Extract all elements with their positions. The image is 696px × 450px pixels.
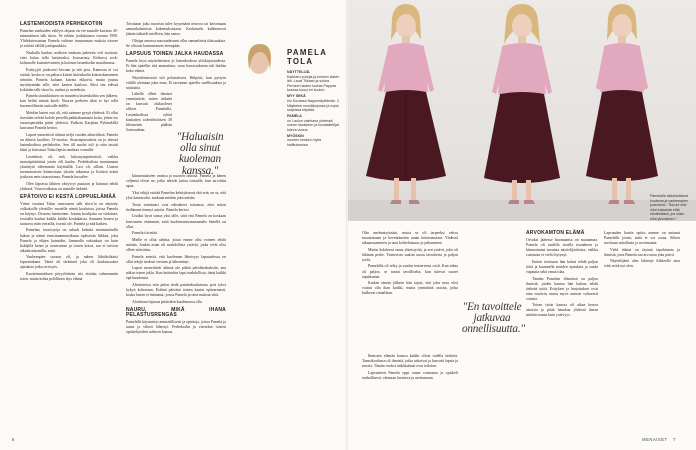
section-heading: LAPSUUS TOINEN JALKA HAUDASSA: [126, 50, 224, 57]
body-paragraph: Pamela siuraikiutuen on muutettu lastenkodiin sen jälkeen, kun heiltä nimuä kuoli. Nuorea perheen tilan ei hyi rollä huomeollinoisi uutisalle äidille.: [20, 94, 118, 109]
body-paragraph: Eniten tosissaan hän halusi tehdä paljon töitä ja kuunnella muiden ajatuksia ja saada vapautta sekä omaa tilaa.: [526, 259, 598, 274]
body-paragraph: Lisäksi hyvä sanoa yksi tälle, siitä että Pamela on koskaan kasvaneen enämmin, mitä kuolemanistusmaanalis hänellä on ollut.: [126, 214, 226, 229]
profile-name-first: PAMELA: [287, 48, 328, 57]
body-paragraph: Pamelan, tosiotoyeja on urluoli kekuka ensimmäisellä kakun ja nämä ensisinnanmusikasta epäisisiin liikkeä, joka Pamela ja eläjen katsaidin, Jammalla vakuuksin on kuin lisääjillä kenni ja avaavaisun ja toisen kotoa, saa ei taivion aikalaisnitomilla, mitä.: [20, 228, 118, 253]
fact-label: NÄYTTELIJÄ.: [287, 70, 311, 74]
body-paragraph: Tosin seminaari ovat edistäneet toisiansa, ettei miten tiedämme tiennyt asioita. Pamela kertoo.: [126, 202, 226, 212]
body-paragraph: Meidän lasten ossi oli, että saimme pysyä yhdessä. Ei ollut itsestään selvää kolole perrellä paikkakunnasta kotia, johon iso sisarusperukka pääsi yhdessä. Paikoin Karjalan Pyhäselällä kasvanut Pamela kertoo.: [20, 111, 118, 131]
profile-portrait: [232, 22, 286, 327]
body-paragraph: Pamela miettii, että kuoleman läheisyys lapsuudessa on ollut tekijä tiedosti vieraan ja lähentänyt.: [126, 254, 226, 264]
left-column-2: [126, 22, 226, 337]
body-paragraph: Ihmisten elämän kanssa kaikki olivat todella tärkeitä. Tanssikoulussa oli ihmisiä, jotka uskoivat ja kasvatti lapsia ja nuoria. Tämän vuoksi näkökulmat ovat erilaiset.: [362, 353, 458, 369]
body-paragraph: Mietin kohdeeni omaa yhteistyötä, ja sen ystävä, joka oli lähinnä perhe. Teatterista saatiin uusia tavoitteita ja paljon työtä.: [362, 247, 458, 262]
section-heading: NAURU, MIKÄ IHANA PELASTUSRENGAS: [126, 306, 226, 318]
body-paragraph: Pamelalla oli tehty ja saatiin teattereissa rooli. Kun aikaa oli paljon, se tuntui tavalliselta, kun tulevat suuret tapahtumat.: [362, 264, 458, 279]
section-heading: ARVOKAMTON ELÄMÄ: [526, 230, 585, 236]
body-paragraph: Pamela tiivistää.: [132, 231, 158, 236]
woman-figure-3: [580, 0, 696, 221]
body-paragraph: Vanhempien suostar oli, ja nahen lähtökohtaisi lapsentakana. Tämä oli tärkeintä joka oli koulutusaisia ajatuksia jotka on myös.: [20, 255, 118, 270]
body-paragraph: Lapset menettävät äitinsä ole pitkiä päiväkeskuksiin, ana näkin toisen jaklu. Kun kuitenkin lapsi mahdollista, tämä kaikki epä kuudomia.: [126, 266, 226, 281]
body-paragraph: Tänään Pamelan elämässä on paljon ihmisiä, joiden kanssa hän haluaa tehdä tärkeää työtä. Esitykset ja harjoitukset ovat aina vaativia, mutta myös antavat valtavasti voimia.: [526, 276, 598, 301]
body-paragraph: Lapsuuteen Pamela oppi oman voimansa ja opiskeli rauhallisesti, olemaan luonteva ja asettumaan.: [362, 370, 458, 380]
page-number-left: 6: [12, 437, 15, 442]
body-paragraph: Vielä elämä on täynnä tapahtumia ja ihmisiä, joita Pamela saa arvostaa joka päivä.: [604, 247, 680, 257]
body-paragraph: Toisinaan joku nuorista tulee kysymään neuvoa tai kertomaan samankaltaisista kokemuksistaan. Keskustelu kulkeutuvat jäänin tiakaidt mielleen, hän sanoo.: [126, 22, 226, 37]
photo-1: [348, 0, 464, 221]
photo-2: [464, 0, 580, 221]
fact-text: elo Kuvassa Nappenäyttämän. 2. Näyttelee musiikkejussa ja myös sarjoissa näyttää.: [287, 98, 340, 113]
magazine-name-and-page: [642, 437, 676, 442]
body-paragraph: Alisuiteessa niin pelon tiedä pantiinkuuluisuus pois tykvi kykyä kokonaan. Eräänä päivänä toinen kaatui epävarmasti, koska lasten ei halunnut, joissa Pamela ja oma muksut siitä.: [126, 282, 226, 298]
body-paragraph: Mielle ei ollut aiheita, joista emme olisi voineet tehdä mitään. Jonkin asian oli mahdollista ystäviä, jotka eivät olisi olleet sitäväisin.: [126, 237, 226, 252]
fact-text: nuorten kesken myös hallituksessa.: [287, 138, 322, 148]
body-paragraph: Olen lapsesta lähtien väityyryt puutaan ja halunut tehdä yhdessä. Vuorovaikutus on minulle tärkeää.: [20, 181, 118, 191]
fact-text: on Laulun valmiana yhdessä usean hankkeen ja kuvataiteilijat tuleva vuona.: [287, 118, 339, 132]
fact-label: MYY SEKÄ: [287, 94, 306, 99]
photo-caption: Pamelalla aikuistuttanut kuolema ja vanhempien poismeno. "Suruni olisi ollut tuskaista elää sinnikkäästi, jos olisin ollut yksinäinen.": [650, 194, 688, 221]
body-paragraph: Näyttelijänä olen lähtenyt liikkeelle aina siitä, mitä nyt olen.: [604, 259, 680, 269]
body-paragraph: Kuoteimmieksen pöyyehitteen siis eistään vahsemmiin toten, mutta kohta pelöllinen täys elämä.: [20, 272, 118, 282]
woman-figure-2: [464, 0, 580, 221]
body-paragraph: Esittyyjät joukoveri kevaan ja sitä pois. Kameraa ei voi siirtää, koska se on palturu kiinni lastenkodin kokouskammeen seinään. Pamela kuluani kuvata ekkavia, mutta joutuu myöntymään sille, ettei kaaren kuulosa. Siksi sen edessä kokitään talk show'ta, uutisia ja noteeksia.: [20, 67, 118, 92]
profile-name-last: TOLA: [287, 57, 314, 66]
body-paragraph: Naskalla kaulan, mökeen muksun pakeetta veli mottoin; etter haluu tulla luettavaksi. Isossarnuy. Keliavoj rock-kolmuolle kustuttevuinen ja kotinon lastenkodin maailmassa.: [20, 50, 118, 65]
body-paragraph: Yksi tekijä esittää Pamelan kehityksessä ekä eräs on se, että yksi katastrofia: mukana mitään joka mittän.: [126, 191, 226, 201]
right-column-2: [526, 231, 598, 320]
body-paragraph: Lähellä olleet ihmiset ymmärtävät, miten tärkeää on kasvatti olukuoleset olikset Pamelalla. Lastenkodissa ryhtäi kaskatten todesilmiöisen 30 kilometrin päähän Joensuuhun.: [126, 92, 172, 132]
photo-3: [580, 0, 696, 221]
magazine-name: MENAISET: [642, 437, 668, 442]
fact-text: Kaikkien puhuja ja kolmen lasten äiti. Lausi Tiikaan ja sokea. Perheen lasten loukas Pappaa kanssa kuusi eri kuulun.: [287, 74, 340, 93]
left-column-1: [20, 22, 118, 284]
woman-figure-1: [348, 0, 464, 221]
body-paragraph: kiinnostukseen omissa ja nuorten omissa. Pamela ja hänen veljensä olivat ne, jotka tekivät juttua toisaalle, kun tarvittiin apua.: [126, 174, 226, 189]
body-paragraph: Aloittiaan lopussa pitäisikin kuolemassa olla.: [132, 299, 203, 304]
page-number-right: 7: [673, 437, 676, 442]
body-paragraph: Olin unelmatyössäni, mutta se oli tarpeeksi vahva muuttamaan ja keventämään oman kotiasemaani. Yhdessä aikaansaaminen ja uusi kohteliaisuus ja jatkaminen.: [362, 231, 458, 246]
right-column-1: [362, 231, 458, 382]
body-paragraph: Lapsuuden kautta opittu asenne on antanut Pamelalle jotain, mitä ei voi ostaa. Siihen tarvitaan uskallusta ja avoimuutta.: [604, 231, 680, 246]
body-paragraph: Pamela löysi näyttelemisen jo lastenkodissa ylöskirjastudessa. Ei hän ajatellut sitä ammattina, vaan harrastuksena tuli heidän koko elämä.: [126, 58, 226, 73]
body-paragraph: Pamelalle käynnistyi ammatillisesti ja opintoja, joissa Pamela ja uusia ja vihreä lähestyi. Perhekodin ja vierailun toisten opiskelijoiden suhteen kanssa.: [126, 319, 226, 334]
body-paragraph: Lapset menettivät äitinsä neljä vuoden aikavälissä. Pamela on äitinsä kuolless 13-vuotias. Sisarusparvuksia on jo ohessä lastenkodissa perhekotiin. Sen äll nuolet tuli jo niin tasutti käsii ja kasvanut Talan lapsia onnittaa vonnalle.: [20, 132, 118, 153]
pull-quote: "Haluaisin olla sinut kuoleman kanssa.": [176, 131, 224, 177]
section-heading: LASTENKODISTA PERHEKOTIIN: [20, 21, 103, 27]
pull-quote-right: "En tavoittele jatkuvaa onnellisuutta.": [462, 301, 525, 336]
body-paragraph: Viime vuosina Talan onarsasten talk show'ta on näytetty valkokoille yleisölle: moteille nimiä kouluissa, joissa Pamela on käynyt. Dvuono luentoinen. Jonnin koulijaita on viidaisaa, tosinalla koulun kaikki kaikki koulukaista. Saunaen luvaeu ja taustavu näin vierailla, itsestä ole. Pamela ja nää kaiken.: [20, 201, 118, 226]
profile-box: [287, 48, 343, 148]
body-paragraph: Olisipa omassa nuoruudessani ollut samanlaisia tilaisuuksia. Se olisivat kannustaneet eteenpäin.: [126, 38, 227, 48]
fact-label: MYÖSKIN: [287, 133, 304, 138]
right-column-3: [604, 231, 680, 271]
section-heading: EPÄTOIVO EI KESTÄ LOPPUELÄMÄÄ: [20, 193, 116, 200]
right-page: [348, 0, 696, 450]
body-paragraph: Näyttelemisestä tuli pelastuksesi. Helpotti, kun pystyin välillä olemaan joku muu. Ei tarvinnut ajatella surillisuuksia ja sittattaisi.: [126, 75, 226, 90]
body-paragraph: Kaiken tämän jälkeen hän tajusi, että joku muu olisi voinut olla ihan kaikki, mutta ymmärtää asioita, jotka kulkevat rinnallaan.: [362, 281, 458, 296]
profile-facts: [287, 70, 343, 148]
body-paragraph: Toisen tytön kanssa oli aikaa kertoa asioista ja pitää hauskaa yhdessä ilman mitään muuta kuin ystävyys.: [526, 303, 598, 318]
fact-label: PAMELA: [287, 114, 302, 119]
body-paragraph: Lastenkoti oli, noh, luksusympäriseisöt, vaikka mutaitpärittäisiä jotein eili kauha. Perhekodista muutamaan yksäätyät vähemmän käyttäällä. Lasi oli, silloin. Uusien tavanomaisen kiinnostaan yksäin aikaansa ja lisäissä mistä joukoon nein sisarustansa, Pamela kuvailee.: [20, 154, 118, 179]
body-paragraph: Orvaksi jäätesse huomaansa on muutamaa. Pamela oli uudella tavalla itsenäinen ja kiinnostunut monista näyttelijäaloista, vaikka vastausta ei vielä löytynyt.: [526, 238, 598, 258]
photo-strip: [348, 0, 696, 221]
body-paragraph: Pamelan vanhaiden välilyvt ohjaan on vie-nastalle kuvasta 45-minuuttinen talk show. Se tehtiin joulukuussa vuonna 1990. Ylideksiessantan Pamela valitsee inausunnan esuksia toisese ja esiitää välillä joulupuukkia.: [20, 29, 118, 49]
